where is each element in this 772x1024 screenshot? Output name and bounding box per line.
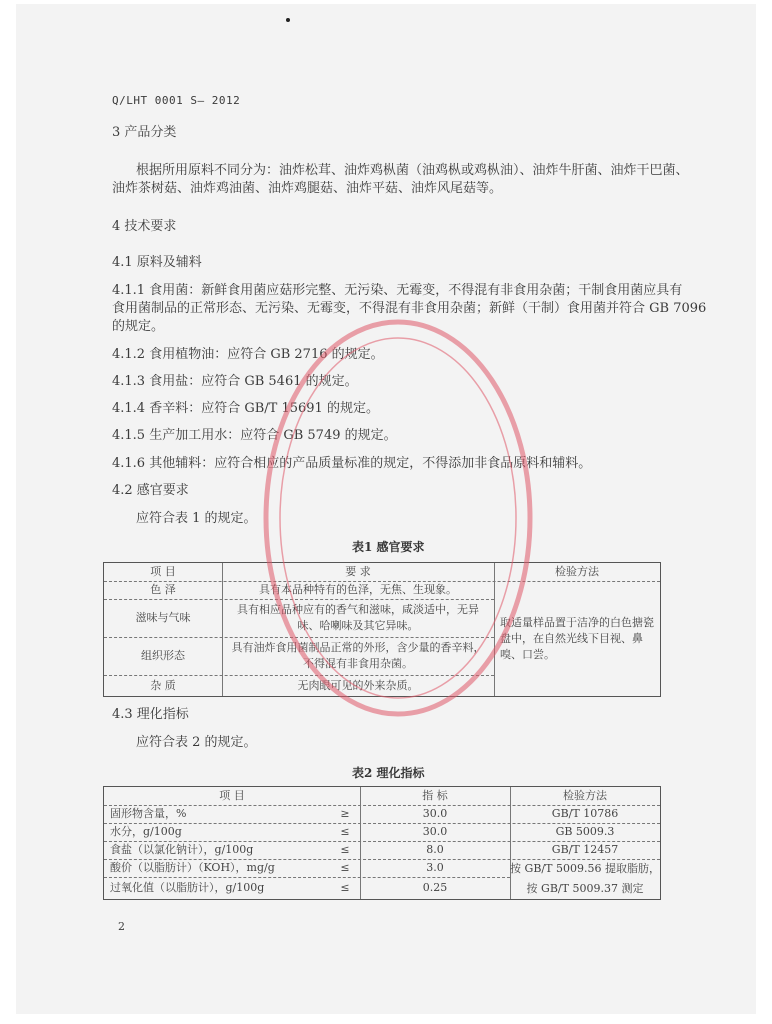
seal-inner-ring — [280, 338, 516, 698]
table-2-row-item: 固形物含量，% — [110, 807, 187, 820]
clause-4-1-6: 4.1.6 其他辅料：应符合相应的产品质量标准的规定，不得添加非食品原料和辅料。 — [112, 456, 592, 471]
section-4-3-heading: 4.3 理化指标 — [112, 707, 189, 722]
seal-ring — [266, 322, 530, 714]
section-4-heading: 4 技术要求 — [112, 219, 177, 234]
table-1-row-requirement: 无肉眼可见的外来杂质。 — [297, 678, 419, 692]
table-2-row-value: 3.0 — [426, 861, 444, 874]
table-2-row-value: 30.0 — [422, 807, 448, 820]
official-seal-stamp — [258, 318, 558, 738]
table-2-row-value: 8.0 — [426, 843, 444, 856]
table-2-row-operator: ≤ — [340, 861, 350, 874]
table-2-row-method: GB/T 10786 — [551, 807, 619, 820]
table-2-row-method: 按 GB/T 5009.37 测定 — [526, 882, 644, 895]
table-2-row-operator: ≤ — [340, 881, 350, 894]
table-2-row-value: 0.25 — [422, 881, 448, 894]
table-1-method-text: 取适量样品置于洁净的白色搪瓷盘中，在自然光线下目视、鼻嗅、口尝。 — [500, 615, 654, 661]
table-1-row-item: 滋味与气味 — [135, 611, 191, 624]
table-2-row-operator: ≥ — [340, 807, 350, 820]
table-1-row-requirement: 具有本品种特有的色泽，无焦、生现象。 — [259, 583, 457, 596]
table-2-header-index: 指 标 — [422, 789, 448, 802]
table-1-header-requirement: 要 求 — [345, 565, 371, 578]
table-2-row-item: 食盐（以氯化钠计），g/100g — [110, 843, 254, 856]
table-2-caption: 表2 理化指标 — [352, 766, 425, 780]
clause-4-1-1-line1: 4.1.1 食用菌：新鲜食用菌应菇形完整、无污染、无霉变，不得混有非食用杂菌；干制食用菌应具有 — [112, 283, 683, 298]
clause-4-1-1-line2: 食用菌制品的正常形态、无污染、无霉变，不得混有非食用杂菌；新鲜（干制）食用菌并符合 GB 7096 — [112, 301, 707, 316]
section-4-2-heading: 4.2 感官要求 — [112, 483, 189, 498]
table-2-row-item: 水分，g/100g — [110, 825, 182, 838]
clause-4-1-4: 4.1.4 香辛料：应符合 GB/T 15691 的规定。 — [112, 401, 379, 416]
table-1-header-method: 检验方法 — [555, 565, 599, 578]
table-2-row-method: 按 GB/T 5009.56 提取脂肪， — [510, 862, 660, 875]
table-1-row-item: 组织形态 — [141, 649, 185, 662]
section-4-1-heading: 4.1 原料及辅料 — [112, 255, 202, 270]
clause-4-1-1-line3: 的规定。 — [112, 319, 165, 334]
table-2-header-item: 项 目 — [219, 789, 245, 802]
table-2-row-value: 30.0 — [422, 825, 448, 838]
table-2-row-method: GB 5009.3 — [555, 825, 615, 838]
table-2-header-method: 检验方法 — [563, 789, 607, 802]
table-1-row-item: 色 泽 — [150, 583, 176, 596]
table-2-row-item: 过氧化值（以脂肪计），g/100g — [110, 881, 265, 894]
table-1-row-requirement: 具有油炸食用菌制品正常的外形，含少量的香辛料，不得混有非食用杂菌。 — [231, 641, 485, 670]
scan-mark — [286, 18, 290, 22]
standard-code: Q/LHT 0001 S— 2012 — [112, 94, 241, 107]
table-2 — [103, 786, 661, 900]
clause-4-1-3: 4.1.3 食用盐：应符合 GB 5461 的规定。 — [112, 374, 358, 389]
table-2-row-item: 酸价（以脂肪计）（KOH），mg/g — [110, 861, 275, 874]
table-1-row-item: 杂 质 — [150, 678, 176, 692]
table-1-caption: 表1 感官要求 — [352, 540, 425, 554]
table-1-header-item: 项 目 — [150, 565, 176, 578]
section-3-heading: 3 产品分类 — [112, 125, 177, 140]
table-1-row-requirement: 具有相应品种应有的香气和滋味，咸淡适中，无异味、哈喇味及其它异味。 — [237, 603, 479, 632]
section-4-2-text: 应符合表 1 的规定。 — [136, 511, 257, 526]
page-number: 2 — [118, 920, 125, 933]
table-2-row-operator: ≤ — [340, 825, 350, 838]
table-2-row-operator: ≤ — [340, 843, 350, 856]
table-2-row-method: GB/T 12457 — [551, 843, 619, 856]
clause-4-1-5: 4.1.5 生产加工用水：应符合 GB 5749 的规定。 — [112, 428, 397, 443]
section-4-3-text: 应符合表 2 的规定。 — [136, 735, 257, 750]
section-3-text-line1: 根据所用原料不同分为：油炸松茸、油炸鸡枞菌（油鸡枞或鸡枞油）、油炸牛肝菌、油炸干巴菌、 — [136, 163, 689, 178]
clause-4-1-2: 4.1.2 食用植物油：应符合 GB 2716 的规定。 — [112, 347, 384, 362]
section-3-text-line2: 油炸茶树菇、油炸鸡油菌、油炸鸡腿菇、油炸平菇、油炸风尾菇等。 — [112, 181, 503, 196]
